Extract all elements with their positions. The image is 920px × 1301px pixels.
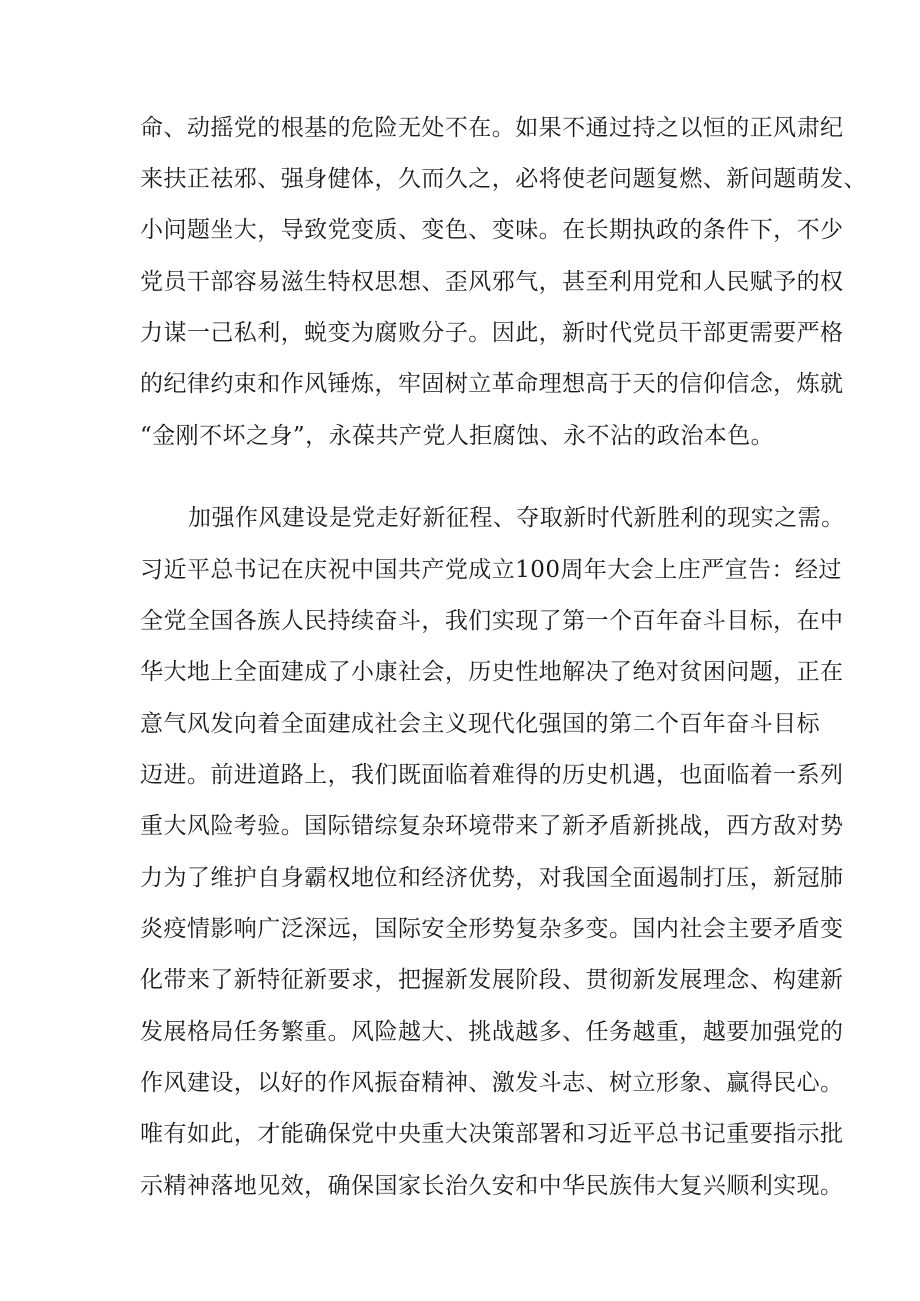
text-line: 的纪律约束和作风锤炼，牢固树立革命理想高于天的信仰信念，炼就: [140, 371, 844, 397]
text-line: 党员干部容易滋生特权思想、歪风邪气，甚至利用党和人民赋予的权: [140, 269, 844, 295]
text-line: 小问题坐大，导致党变质、变色、变味。在长期执政的条件下，不少: [140, 217, 844, 243]
text-line: 意气风发向着全面建成社会主义现代化强国的第二个百年奋斗目标: [140, 711, 821, 737]
text-line: 全党全国各族人民持续奋斗，我们实现了第一个百年奋斗目标，在中: [140, 608, 844, 634]
text-line: 作风建设，以好的作风振奋精神、激发斗志、树立形象、赢得民心。: [140, 1070, 844, 1096]
text-line: 加强作风建设是党走好新征程、夺取新时代新胜利的现实之需。: [188, 505, 845, 531]
text-line: 命、动摇党的根基的危险无处不在。如果不通过持之以恒的正风肃纪: [140, 115, 844, 141]
text-line: 发展格局任务繁重。风险越大、挑战越多、任务越重，越要加强党的: [140, 1019, 844, 1045]
text-line: 唯有如此，才能确保党中央重大决策部署和习近平总书记重要指示批: [140, 1121, 844, 1147]
text-line: 炎疫情影响广泛深远，国际安全形势复杂多变。国内社会主要矛盾变: [140, 916, 844, 942]
text-line: 华大地上全面建成了小康社会，历史性地解决了绝对贫困问题，正在: [140, 659, 844, 685]
text-line: 化带来了新特征新要求，把握新发展阶段、贯彻新发展理念、构建新: [140, 967, 844, 993]
text-line: 示精神落地见效，确保国家长治久安和中华民族伟大复兴顺利实现。: [140, 1173, 844, 1199]
text-line: 重大风险考验。国际错综复杂环境带来了新矛盾新挑战，西方敌对势: [140, 813, 844, 839]
text-line: 迈进。前进道路上，我们既面临着难得的历史机遇，也面临着一系列: [140, 762, 844, 788]
text-line: 来扶正祛邪、强身健体，久而久之，必将使老问题复燃、新问题萌发、: [140, 166, 867, 192]
text-line: 力为了维护自身霸权地位和经济优势，对我国全面遏制打压，新冠肺: [140, 865, 844, 891]
text-line: 力谋一己私利，蜕变为腐败分子。因此，新时代党员干部更需要严格: [140, 320, 844, 346]
text-line: 习近平总书记在庆祝中国共产党成立100周年大会上庄严宣告：经过: [140, 557, 842, 583]
text-line: “金刚不坏之身”，永葆共产党人拒腐蚀、永不沾的政治本色。: [140, 423, 775, 449]
